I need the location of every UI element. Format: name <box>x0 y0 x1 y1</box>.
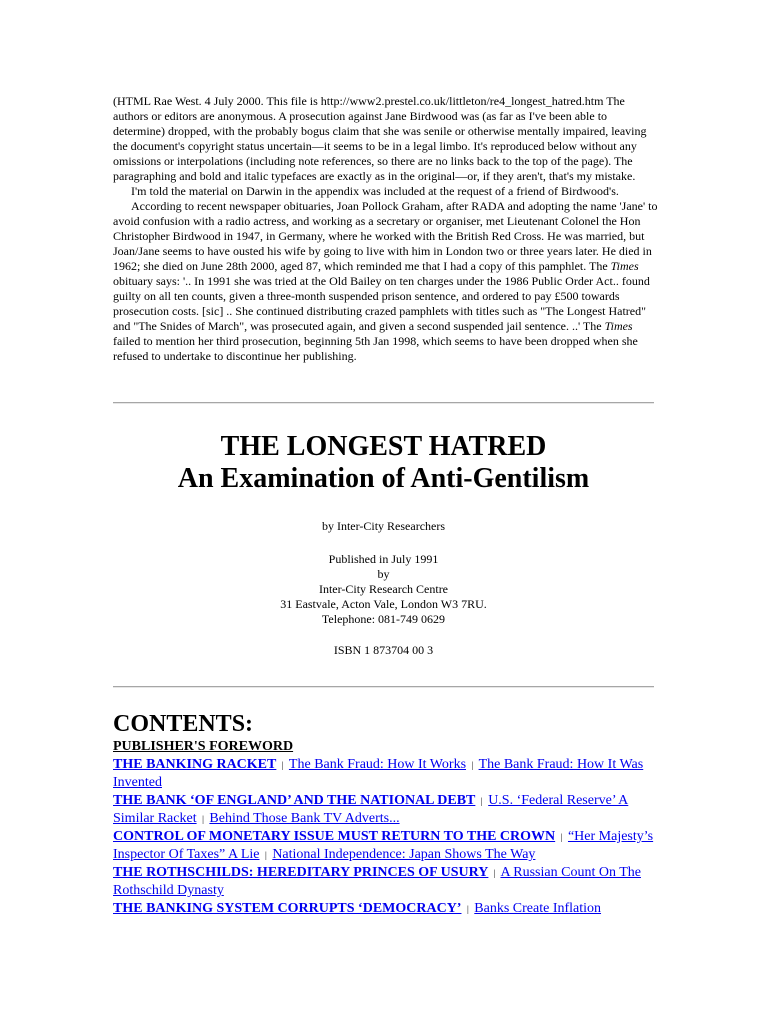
contents-list <box>113 738 658 918</box>
byline: by Inter-City Researchers <box>321 519 446 533</box>
toc-separator: | <box>202 814 204 824</box>
toc-separator: | <box>480 796 483 806</box>
toc-separator: | <box>493 868 496 878</box>
intro-paragraph-3-part-b: obituary says: '.. In 1991 she was tried at the Old Bailey on ten charges under the 1986 Public Order Act.. found guilty on all ten counts, given a three-month suspended prison sentence, and ordered to pay £500 towards prosecution costs. [sic] .. She continued distributing crazed pamphlets with titles such as "The Longest Hatred" and "The Snides of March", was prosecuted again, and given a second suspended jail sentence. ..' The <box>113 274 650 333</box>
toc-link-subsection[interactable]: The Bank Fraud: How It Works <box>288 757 467 772</box>
publication-line: Inter-City Research Centre <box>318 582 449 596</box>
toc-link-section-2[interactable]: THE BANK ‘OF ENGLAND’ AND THE NATIONAL DEBT <box>113 793 476 808</box>
toc-separator: | <box>471 760 474 770</box>
toc-link-foreword[interactable]: PUBLISHER'S FOREWORD <box>113 739 294 754</box>
toc-separator: | <box>466 904 469 914</box>
intro-paragraph-3-part-c: failed to mention her third prosecution, beginning 5th Jan 1998, which seems to have been dropped when she refused to undertake to discontinue her publishing. <box>113 334 638 363</box>
toc-link-section-4[interactable]: THE ROTHSCHILDS: HEREDITARY PRINCES OF USURY <box>113 865 489 880</box>
publication-info <box>113 552 654 627</box>
toc-link-subsection[interactable]: The Bank Fraud: How It Was Invented <box>113 757 644 790</box>
publication-line: 31 Eastvale, Acton Vale, London W3 7RU. <box>280 597 487 611</box>
intro-paragraph-2: I'm told the material on Darwin in the appendix was included at the request of a friend of Birdwood's. <box>131 184 619 198</box>
page-title: THE LONGEST HATRED <box>220 431 547 462</box>
title-block <box>113 432 654 496</box>
publication-line: Published in July 1991 <box>328 552 439 566</box>
publication-line: by <box>377 567 390 581</box>
times-italic: Times <box>604 319 633 333</box>
isbn: ISBN 1 873704 00 3 <box>333 643 434 657</box>
publication-line: Telephone: 081-749 0629 <box>321 612 446 626</box>
toc-link-section-5[interactable]: THE BANKING SYSTEM CORRUPTS ‘DEMOCRACY’ <box>113 901 462 916</box>
contents-row <box>113 756 658 792</box>
toc-link-subsection[interactable]: “Her Majesty’s Inspector Of Taxes” A Lie <box>113 829 654 862</box>
contents-row <box>113 828 658 864</box>
toc-separator: | <box>265 850 267 860</box>
contents-row <box>113 738 658 756</box>
contents-row <box>113 792 658 828</box>
toc-link-subsection[interactable]: A Russian Count On The Rothschild Dynasty <box>113 865 641 898</box>
toc-link-subsection[interactable]: U.S. ‘Federal Reserve’ A Similar Racket <box>113 793 629 826</box>
intro-paragraph-3-part-a: According to recent newspaper obituaries, Joan Pollock Graham, after RADA and adopting the name 'Jane' to avoid confusion with a radio actress, and working as a secretary or organiser, met Lieutenant Colonel the Hon Christopher Birdwood in 1947, in Germany, where he worked with the British Red Cross. He was married, but Joan/Jane seems to have ousted his wife by going to live with him in London two or three years later. He died in 1962; she died on June 28th 2000, aged 87, which reminded me that I had a copy of this pamphlet. The <box>113 199 658 273</box>
intro-notes <box>113 94 658 364</box>
horizontal-rule <box>113 686 654 688</box>
intro-paragraph-1: (HTML Rae West. 4 July 2000. This file is http://www2.prestel.co.uk/littleton/re4_longest_hatred.htm The authors or editors are anonymous. A prosecution against Jane Birdwood was (as far as I've been able to determine) dropped, with the probably bogus claim that she was senile or otherwise mentally impaired, leaving the document's copyright status uncertain—it seems to be in a legal limbo. It's reproduced below without any omissions or interpolations (including note references, so there are no links back to the top of the page). The paragraphing and bold and italic typefaces are exactly as in the original—or, if they aren't, that's my mistake. <box>113 94 647 183</box>
horizontal-rule <box>113 402 654 404</box>
table-of-contents <box>113 710 658 918</box>
toc-link-section-1[interactable]: THE BANKING RACKET <box>113 757 277 772</box>
contents-row <box>113 864 658 900</box>
times-italic: Times <box>610 259 639 273</box>
contents-row <box>113 900 658 918</box>
contents-heading: CONTENTS: <box>113 711 254 737</box>
intro-paragraph-3 <box>113 199 658 364</box>
page-subtitle: An Examination of Anti-Gentilism <box>177 463 590 494</box>
toc-link-subsection[interactable]: Behind Those Bank TV Adverts... <box>209 811 400 826</box>
toc-separator: | <box>560 832 563 842</box>
toc-link-subsection[interactable]: National Independence: Japan Shows The Way <box>272 847 536 862</box>
toc-link-subsection[interactable]: Banks Create Inflation <box>474 901 602 916</box>
toc-separator: | <box>281 760 284 770</box>
toc-link-section-3[interactable]: CONTROL OF MONETARY ISSUE MUST RETURN TO THE CROWN <box>113 829 556 844</box>
